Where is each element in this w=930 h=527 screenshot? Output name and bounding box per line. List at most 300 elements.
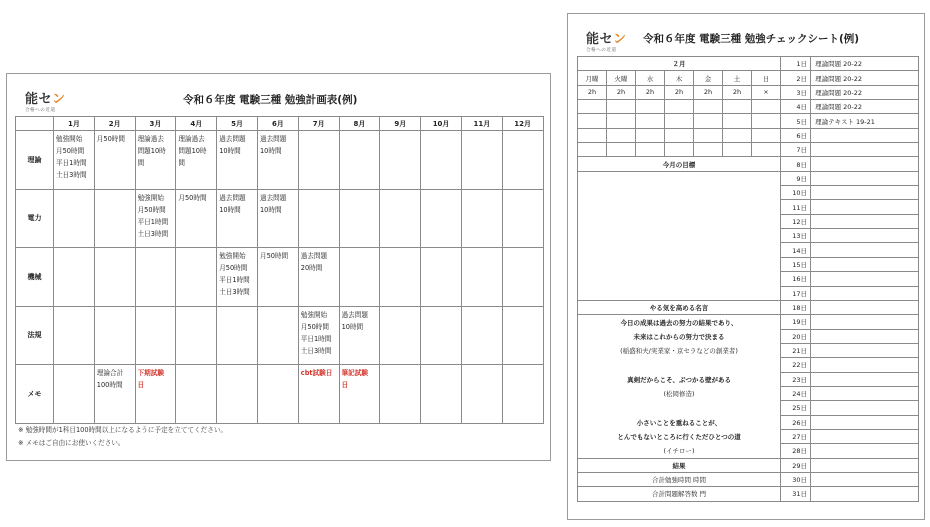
plan-cell [94, 131, 135, 190]
day-task: 理論問題 20-22 [811, 100, 919, 114]
plan-cell [54, 306, 95, 365]
check-row [578, 429, 919, 443]
plan-cell-text [421, 190, 461, 192]
plan-cell [502, 131, 543, 190]
subject-row [16, 131, 544, 190]
day-task [811, 128, 919, 142]
plan-cell-text [136, 307, 176, 309]
plan-cell [339, 306, 380, 365]
day-label: 9日 [781, 171, 811, 185]
day-task [811, 143, 919, 157]
subject-label: 機械 [16, 248, 54, 307]
plan-cell-text [258, 307, 298, 309]
plan-cell-text: 勉強開始 月50時間 平日1時間 土日3時間 [137, 193, 169, 238]
plan-cell [339, 189, 380, 248]
plan-cell-text [340, 131, 380, 133]
plan-cell-text: 勉強開始 月50時間 平日1時間 土日3時間 [56, 135, 87, 179]
plan-cell-text: 月50時間 [178, 193, 207, 202]
quote-line: (稲盛和夫/実業家・京セラなどの創業者) [578, 343, 781, 357]
check-table [577, 56, 919, 502]
plan-cell-text [299, 190, 339, 192]
blank-cell [752, 128, 781, 142]
blank-cell [665, 128, 694, 142]
plan-cell [217, 131, 258, 190]
plan-cell-text [421, 307, 461, 309]
plan-cell-text: 過去問題 10時間 [341, 310, 368, 331]
plan-cell [380, 189, 421, 248]
plan-cell-text [340, 190, 380, 192]
plan-cell [257, 189, 298, 248]
plan-cell [94, 306, 135, 365]
check-row [578, 487, 919, 501]
plan-cell [54, 131, 95, 190]
plan-notes [18, 424, 227, 450]
blank-cell [694, 100, 723, 114]
weekday-label: 木 [665, 71, 694, 85]
quote-line: 今日の成果は過去の努力の結果であり、 [578, 315, 781, 329]
day-label: 20日 [781, 329, 811, 343]
plan-cell [461, 131, 502, 190]
plan-cell [298, 365, 339, 424]
check-title: 令和６年度 電験三種 勉強チェックシート(例) [643, 33, 860, 45]
day-label: 7日 [781, 143, 811, 157]
check-row [578, 372, 919, 386]
day-label: 12日 [781, 214, 811, 228]
plan-cell-text: 勉強開始 月50時間 平日1時間 土日3時間 [300, 310, 332, 355]
note-line: ※ 勉強時間が1科目100時間以上になるように予定を立ててください。 [18, 426, 228, 434]
weekday-label: 水 [636, 71, 665, 85]
plan-cell [217, 248, 258, 307]
day-label: 6日 [781, 128, 811, 142]
check-row [578, 358, 919, 372]
day-task [811, 429, 919, 443]
blank-cell [607, 100, 636, 114]
planned-hours: 2h [636, 85, 665, 99]
blank-cell [723, 114, 752, 128]
check-sheet [567, 13, 925, 520]
logo-mark: ン [52, 92, 66, 107]
total-problems: 合計問題解答数 門 [578, 487, 781, 501]
day-task [811, 200, 919, 214]
day-label: 22日 [781, 358, 811, 372]
day-task [811, 329, 919, 343]
plan-cell [94, 189, 135, 248]
result-label: 結果 [578, 458, 781, 472]
blank-cell [665, 114, 694, 128]
day-label: 18日 [781, 300, 811, 314]
check-row [578, 71, 919, 85]
month-header: 1月 [54, 117, 95, 131]
plan-cell [176, 189, 217, 248]
plan-cell-text [421, 131, 461, 133]
plan-cell-text: 理論過去 問題10時 間 [137, 135, 166, 167]
plan-cell [257, 365, 298, 424]
day-label: 27日 [781, 429, 811, 443]
plan-cell-text: 月50時間 [259, 252, 289, 260]
plan-cell-text [95, 248, 135, 250]
plan-cell [380, 365, 421, 424]
plan-cell-text [176, 307, 216, 309]
plan-cell-text [176, 248, 216, 250]
subject-row [16, 365, 544, 424]
blank-cell [636, 128, 665, 142]
total-hours: 合計勉強時間 時間 [578, 472, 781, 486]
plan-cell [502, 248, 543, 307]
day-task [811, 186, 919, 200]
day-task [811, 343, 919, 357]
plan-cell-text: 過去問題 10時間 [219, 135, 246, 155]
plan-cell-text [380, 307, 420, 309]
plan-cell-text [421, 248, 461, 250]
plan-cell [54, 248, 95, 307]
plan-cell [339, 365, 380, 424]
quote-line: とんでもないところに行くただひとつの道 [578, 429, 781, 443]
blank-cell [694, 128, 723, 142]
check-row [578, 300, 919, 314]
plan-cell [94, 248, 135, 307]
check-row [578, 128, 919, 142]
blank-cell [723, 128, 752, 142]
plan-cell [135, 189, 176, 248]
day-label: 5日 [781, 114, 811, 128]
plan-title: 令和６年度 電験三種 勉強計画表(例) [183, 94, 358, 106]
plan-cell [339, 248, 380, 307]
plan-cell-text: 筆記試験 日 [341, 369, 368, 389]
day-task [811, 157, 919, 171]
subject-row [16, 189, 544, 248]
day-task [811, 171, 919, 185]
day-label: 11日 [781, 200, 811, 214]
plan-cell-text [462, 131, 502, 133]
blank-cell [752, 114, 781, 128]
day-label: 23日 [781, 372, 811, 386]
plan-cell [421, 365, 462, 424]
plan-cell-text [503, 131, 543, 133]
plan-cell-text: 過去問題 10時間 [259, 193, 287, 214]
plan-cell-text [380, 190, 420, 192]
month-header: 8月 [339, 117, 380, 131]
nousen-logo [586, 28, 627, 53]
plan-cell [461, 306, 502, 365]
plan-cell [461, 189, 502, 248]
day-label: 16日 [781, 272, 811, 286]
planned-hours: 2h [694, 85, 723, 99]
plan-cell [461, 365, 502, 424]
goal-label: 今月の目標 [578, 157, 781, 171]
blank-cell [723, 143, 752, 157]
plan-cell [176, 131, 217, 190]
plan-cell-text [95, 190, 135, 192]
weekday-label: 日 [752, 71, 781, 85]
quote-line: (イチロー) [578, 444, 781, 458]
day-label: 26日 [781, 415, 811, 429]
blank-cell [665, 143, 694, 157]
month-label: ２月 [578, 57, 781, 71]
blank-cell [694, 143, 723, 157]
plan-cell-text [217, 307, 257, 309]
plan-cell-text [462, 190, 502, 192]
day-label: 25日 [781, 401, 811, 415]
plan-cell [257, 131, 298, 190]
day-label: 30日 [781, 472, 811, 486]
plan-cell [298, 248, 339, 307]
day-label: 24日 [781, 386, 811, 400]
plan-cell [54, 365, 95, 424]
plan-cell-text [503, 190, 543, 192]
plan-cell-text [217, 365, 257, 367]
plan-cell [135, 131, 176, 190]
check-row [578, 458, 919, 472]
day-label: 31日 [781, 487, 811, 501]
plan-cell [502, 306, 543, 365]
day-task [811, 401, 919, 415]
day-label: 28日 [781, 444, 811, 458]
month-header: 4月 [176, 117, 217, 131]
day-task [811, 372, 919, 386]
subject-label: メモ [16, 365, 54, 424]
month-header: 7月 [298, 117, 339, 131]
month-header: 9月 [380, 117, 421, 131]
day-label: 19日 [781, 315, 811, 329]
day-task: 理論テキスト 19-21 [811, 114, 919, 128]
day-label: 29日 [781, 458, 811, 472]
plan-cell [217, 365, 258, 424]
quote-line: 真剣だからこそ、ぶつかる壁がある [578, 372, 781, 386]
weekday-label: 月曜 [578, 71, 607, 85]
plan-cell [217, 306, 258, 365]
day-task [811, 300, 919, 314]
blank-cell [578, 100, 607, 114]
subject-label: 法規 [16, 306, 54, 365]
plan-cell-text: 月50時間 [96, 135, 125, 143]
plan-cell [421, 306, 462, 365]
plan-cell [54, 189, 95, 248]
logo-text: 能セ [25, 92, 53, 107]
plan-cell-text [95, 307, 135, 309]
subject-label: 理論 [16, 131, 54, 190]
planned-hours: 2h [723, 85, 752, 99]
plan-cell [257, 306, 298, 365]
quote-line: (松岡修造) [578, 386, 781, 400]
subject-row [16, 248, 544, 307]
plan-cell [421, 189, 462, 248]
month-header: 2月 [94, 117, 135, 131]
plan-cell-text [54, 248, 94, 250]
plan-cell [380, 131, 421, 190]
day-task [811, 386, 919, 400]
day-task [811, 286, 919, 300]
plan-cell [298, 306, 339, 365]
check-row [578, 401, 919, 415]
plan-cell-text [54, 190, 94, 192]
blank-cell [636, 100, 665, 114]
study-plan-sheet [6, 73, 551, 461]
plan-cell [339, 131, 380, 190]
day-task [811, 243, 919, 257]
check-row [578, 343, 919, 357]
plan-cell-text [54, 307, 94, 309]
blank-cell [607, 128, 636, 142]
blank-cell [665, 100, 694, 114]
month-header: 11月 [461, 117, 502, 131]
day-label: 10日 [781, 186, 811, 200]
day-task: 理論問題 20-22 [811, 85, 919, 99]
plan-cell [421, 248, 462, 307]
day-label: 14日 [781, 243, 811, 257]
check-row [578, 444, 919, 458]
day-task [811, 472, 919, 486]
blank-cell [723, 100, 752, 114]
weekday-label: 火曜 [607, 71, 636, 85]
day-label: 3日 [781, 85, 811, 99]
day-task: 理論問題 20-22 [811, 57, 919, 71]
plan-cell [298, 189, 339, 248]
day-task [811, 272, 919, 286]
plan-cell-text [136, 248, 176, 250]
check-row [578, 114, 919, 128]
day-task [811, 358, 919, 372]
month-header: 12月 [502, 117, 543, 131]
plan-cell-text [462, 307, 502, 309]
weekday-label: 土 [723, 71, 752, 85]
plan-cell-text: cbt試験日 [300, 369, 333, 377]
corner-cell [16, 117, 54, 131]
plan-cell-text [299, 131, 339, 133]
day-task [811, 257, 919, 271]
day-task [811, 415, 919, 429]
logo-mark: ン [613, 32, 627, 47]
day-label: 21日 [781, 343, 811, 357]
blank-cell [607, 143, 636, 157]
plan-cell [502, 365, 543, 424]
goal-area [578, 171, 781, 300]
check-row [578, 415, 919, 429]
plan-cell-text [258, 365, 298, 367]
quote-line: 未来はこれからの努力で決まる [578, 329, 781, 343]
plan-cell-text [503, 365, 543, 367]
check-row [578, 85, 919, 99]
day-label: 4日 [781, 100, 811, 114]
quote-line [578, 358, 781, 372]
plan-cell-text: 過去問題 10時間 [259, 135, 287, 155]
plan-cell-text: 勉強開始 月50時間 平日1時間 土日3時間 [219, 252, 250, 296]
month-header: 10月 [421, 117, 462, 131]
plan-cell [135, 248, 176, 307]
plan-cell-text [380, 365, 420, 367]
plan-cell [94, 365, 135, 424]
plan-cell [176, 306, 217, 365]
blank-cell [752, 143, 781, 157]
plan-cell-text: 理論合計 100時間 [96, 369, 124, 389]
plan-cell [135, 365, 176, 424]
plan-cell [421, 131, 462, 190]
blank-cell [636, 114, 665, 128]
day-label: 2日 [781, 71, 811, 85]
day-label: 15日 [781, 257, 811, 271]
blank-cell [578, 114, 607, 128]
day-task [811, 214, 919, 228]
blank-cell [636, 143, 665, 157]
study-plan-table [15, 116, 544, 424]
plan-cell-text [503, 248, 543, 250]
blank-cell [578, 128, 607, 142]
plan-cell [502, 189, 543, 248]
plan-cell [176, 248, 217, 307]
subject-label: 電力 [16, 189, 54, 248]
blank-cell [578, 143, 607, 157]
plan-cell [380, 248, 421, 307]
plan-cell-text [380, 248, 420, 250]
planned-hours: 2h [665, 85, 694, 99]
logo-tagline: 合格への近道 [25, 108, 56, 113]
motivation-label: やる気を高める名言 [578, 300, 781, 314]
nousen-logo [25, 88, 66, 113]
plan-cell [298, 131, 339, 190]
logo-text: 能セ [586, 32, 614, 47]
check-row [578, 57, 919, 71]
plan-cell [176, 365, 217, 424]
plan-cell-text [462, 248, 502, 250]
plan-cell-text [340, 248, 380, 250]
planned-hours: 2h [607, 85, 636, 99]
day-task [811, 315, 919, 329]
month-header-row [16, 117, 544, 131]
check-row [578, 472, 919, 486]
plan-cell [380, 306, 421, 365]
day-task: 理論問題 20-22 [811, 71, 919, 85]
month-header: 5月 [217, 117, 258, 131]
plan-cell-text: 過去問題 10時間 [219, 193, 246, 214]
day-label: 13日 [781, 229, 811, 243]
blank-cell [694, 114, 723, 128]
check-row [578, 143, 919, 157]
plan-cell [257, 248, 298, 307]
plan-cell-text: 下期試験 日 [137, 369, 164, 389]
day-label: 8日 [781, 157, 811, 171]
check-row [578, 315, 919, 329]
month-header: 3月 [135, 117, 176, 131]
note-line: ※ メモはご自由にお使いください。 [18, 439, 125, 447]
quote-line [578, 401, 781, 415]
blank-cell [607, 114, 636, 128]
plan-cell-text [176, 365, 216, 367]
check-row [578, 386, 919, 400]
day-label: 1日 [781, 57, 811, 71]
quote-line: 小さいことを重ねることが、 [578, 415, 781, 429]
plan-cell-text [380, 131, 420, 133]
blank-cell [752, 100, 781, 114]
check-row [578, 171, 919, 185]
plan-cell [135, 306, 176, 365]
day-task [811, 444, 919, 458]
plan-cell-text: 理論過去 問題10時 間 [178, 135, 207, 167]
plan-cell-text [421, 365, 461, 367]
weekday-label: 金 [694, 71, 723, 85]
plan-cell [461, 248, 502, 307]
check-row [578, 329, 919, 343]
plan-cell [217, 189, 258, 248]
plan-cell-text [503, 307, 543, 309]
plan-cell-text: 過去問題 20時間 [300, 252, 328, 272]
plan-cell-text [462, 365, 502, 367]
day-label: 17日 [781, 286, 811, 300]
day-task [811, 458, 919, 472]
plan-cell-text [54, 365, 94, 367]
day-task [811, 229, 919, 243]
subject-row [16, 306, 544, 365]
month-header: 6月 [257, 117, 298, 131]
check-row [578, 157, 919, 171]
